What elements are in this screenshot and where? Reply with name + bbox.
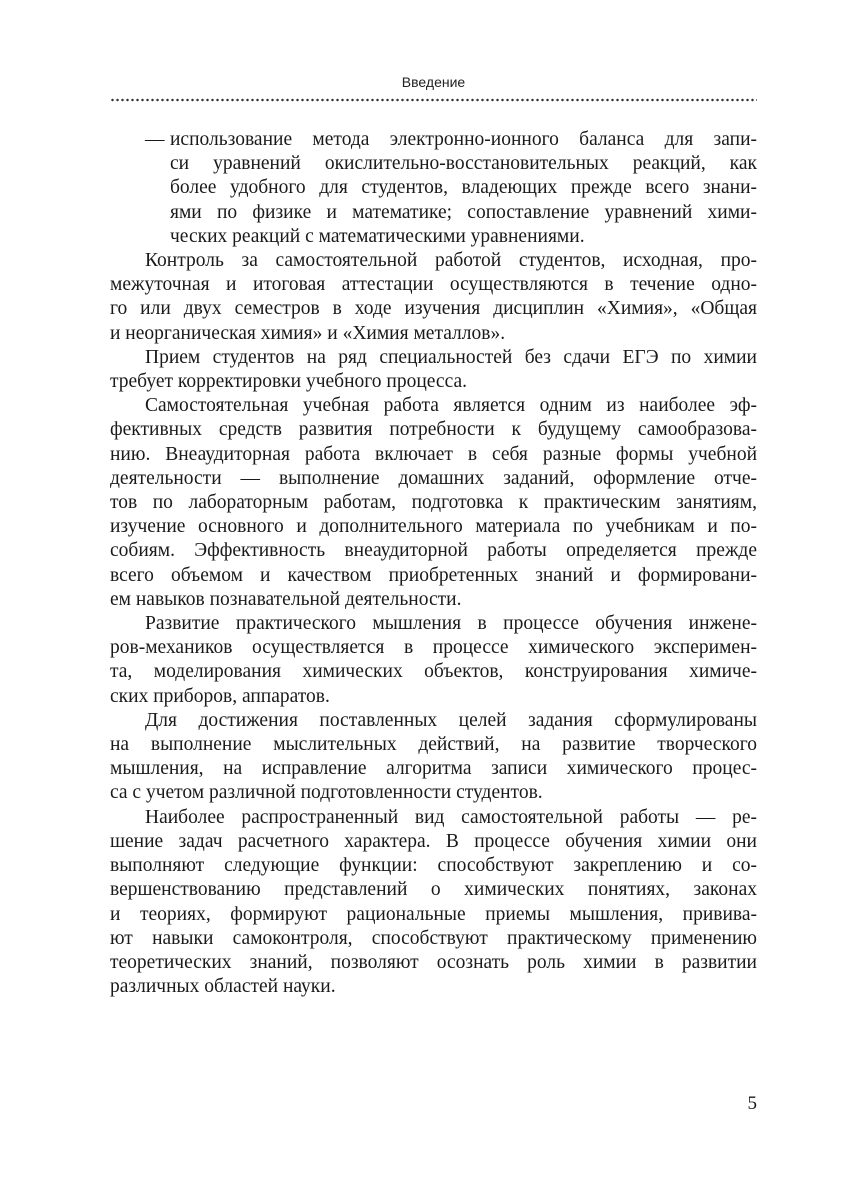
text-line: различных областей науки. bbox=[110, 976, 336, 998]
text-line: фективных средств развития потребности к будущему самообразова- bbox=[110, 419, 757, 441]
text-line: собиям. Эффективность внеаудиторной работы определяется прежде bbox=[110, 540, 757, 562]
text-line: тов по лабораторным работам, подготовка к практическим занятиям, bbox=[110, 492, 757, 514]
text-line: и теориях, формируют рациональные приемы мышления, привива- bbox=[110, 903, 757, 925]
text-line: ров-механиков осуществляется в процессе химического эксперимен- bbox=[110, 637, 757, 659]
page-number: 5 bbox=[747, 1093, 757, 1114]
list-item bbox=[110, 128, 757, 249]
paragraph bbox=[110, 394, 757, 612]
paragraph bbox=[110, 346, 757, 394]
text-line: теоретических знаний, позволяют осознать роль химии в развитии bbox=[110, 951, 757, 973]
text-line: Прием студентов на ряд специальностей без сдачи ЕГЭ по химии bbox=[145, 346, 757, 368]
text-line: изучение основного и дополнительного материала по учебникам и по- bbox=[110, 516, 757, 538]
body-text bbox=[110, 128, 757, 999]
text-line: выполняют следующие функции: способствуют закреплению и со- bbox=[110, 855, 757, 877]
running-head: Введение bbox=[401, 74, 466, 90]
text-line: си уравнений окислительно-восстановительных реакций, как bbox=[170, 153, 757, 175]
text-line: Развитие практического мышления в процессе обучения инжене- bbox=[145, 613, 757, 635]
text-line: более удобного для студентов, владеющих прежде всего знани- bbox=[170, 177, 757, 199]
text-line: та, моделирования химических объектов, конструирования химиче- bbox=[110, 661, 757, 683]
text-line: Контроль за самостоятельной работой студентов, исходная, про- bbox=[145, 250, 757, 272]
text-line: са с учетом различной подготовленности студентов. bbox=[110, 782, 543, 804]
text-line: межуточная и итоговая аттестации осуществляются в течение одно- bbox=[110, 274, 757, 296]
text-line: го или двух семестров в ходе изучения дисциплин «Химия», «Общая bbox=[110, 298, 757, 320]
text-line: ческих реакций с математическими уравнениями. bbox=[170, 225, 585, 247]
text-line: на выполнение мыслительных действий, на развитие творческого bbox=[110, 734, 757, 756]
text-line: ских приборов, аппаратов. bbox=[110, 685, 330, 707]
text-line: шение задач расчетного характера. В процессе обучения химии они bbox=[110, 830, 757, 852]
text-line: мышления, на исправление алгоритма записи химического процес- bbox=[110, 758, 757, 780]
text-line: ями по физике и математике; сопоставление уравнений хими- bbox=[170, 201, 757, 223]
text-line: вершенствованию представлений о химических понятиях, законах bbox=[110, 879, 757, 901]
dotted-rule bbox=[110, 98, 757, 102]
paragraph bbox=[110, 806, 757, 1000]
text-line: Для достижения поставленных целей задания сформулированы bbox=[145, 709, 757, 731]
text-line: нию. Внеаудиторная работа включает в себя разные формы учебной bbox=[110, 443, 757, 465]
text-line: использование метода электронно-ионного баланса для запи- bbox=[170, 129, 757, 150]
text-line: ют навыки самоконтроля, способствуют практическому применению bbox=[110, 927, 757, 949]
text-line: всего объемом и качеством приобретенных знаний и формировани- bbox=[110, 564, 757, 586]
text-line: Самостоятельная учебная работа является одним из наиболее эф- bbox=[145, 395, 757, 417]
text-line: требует корректировки учебного процесса. bbox=[110, 371, 467, 393]
text-line: деятельности — выполнение домашних заданий, оформление отче- bbox=[110, 467, 757, 489]
paragraph bbox=[110, 612, 757, 709]
text-line: Наиболее распространенный вид самостоятельной работы — ре- bbox=[145, 806, 757, 828]
list-dash: — bbox=[145, 129, 165, 150]
paragraph bbox=[110, 709, 757, 806]
list-item-text bbox=[170, 128, 757, 249]
paragraph bbox=[110, 249, 757, 346]
text-line: и неорганическая химия» и «Химия металлов». bbox=[110, 322, 506, 344]
text-line: ем навыков познавательной деятельности. bbox=[110, 588, 462, 610]
